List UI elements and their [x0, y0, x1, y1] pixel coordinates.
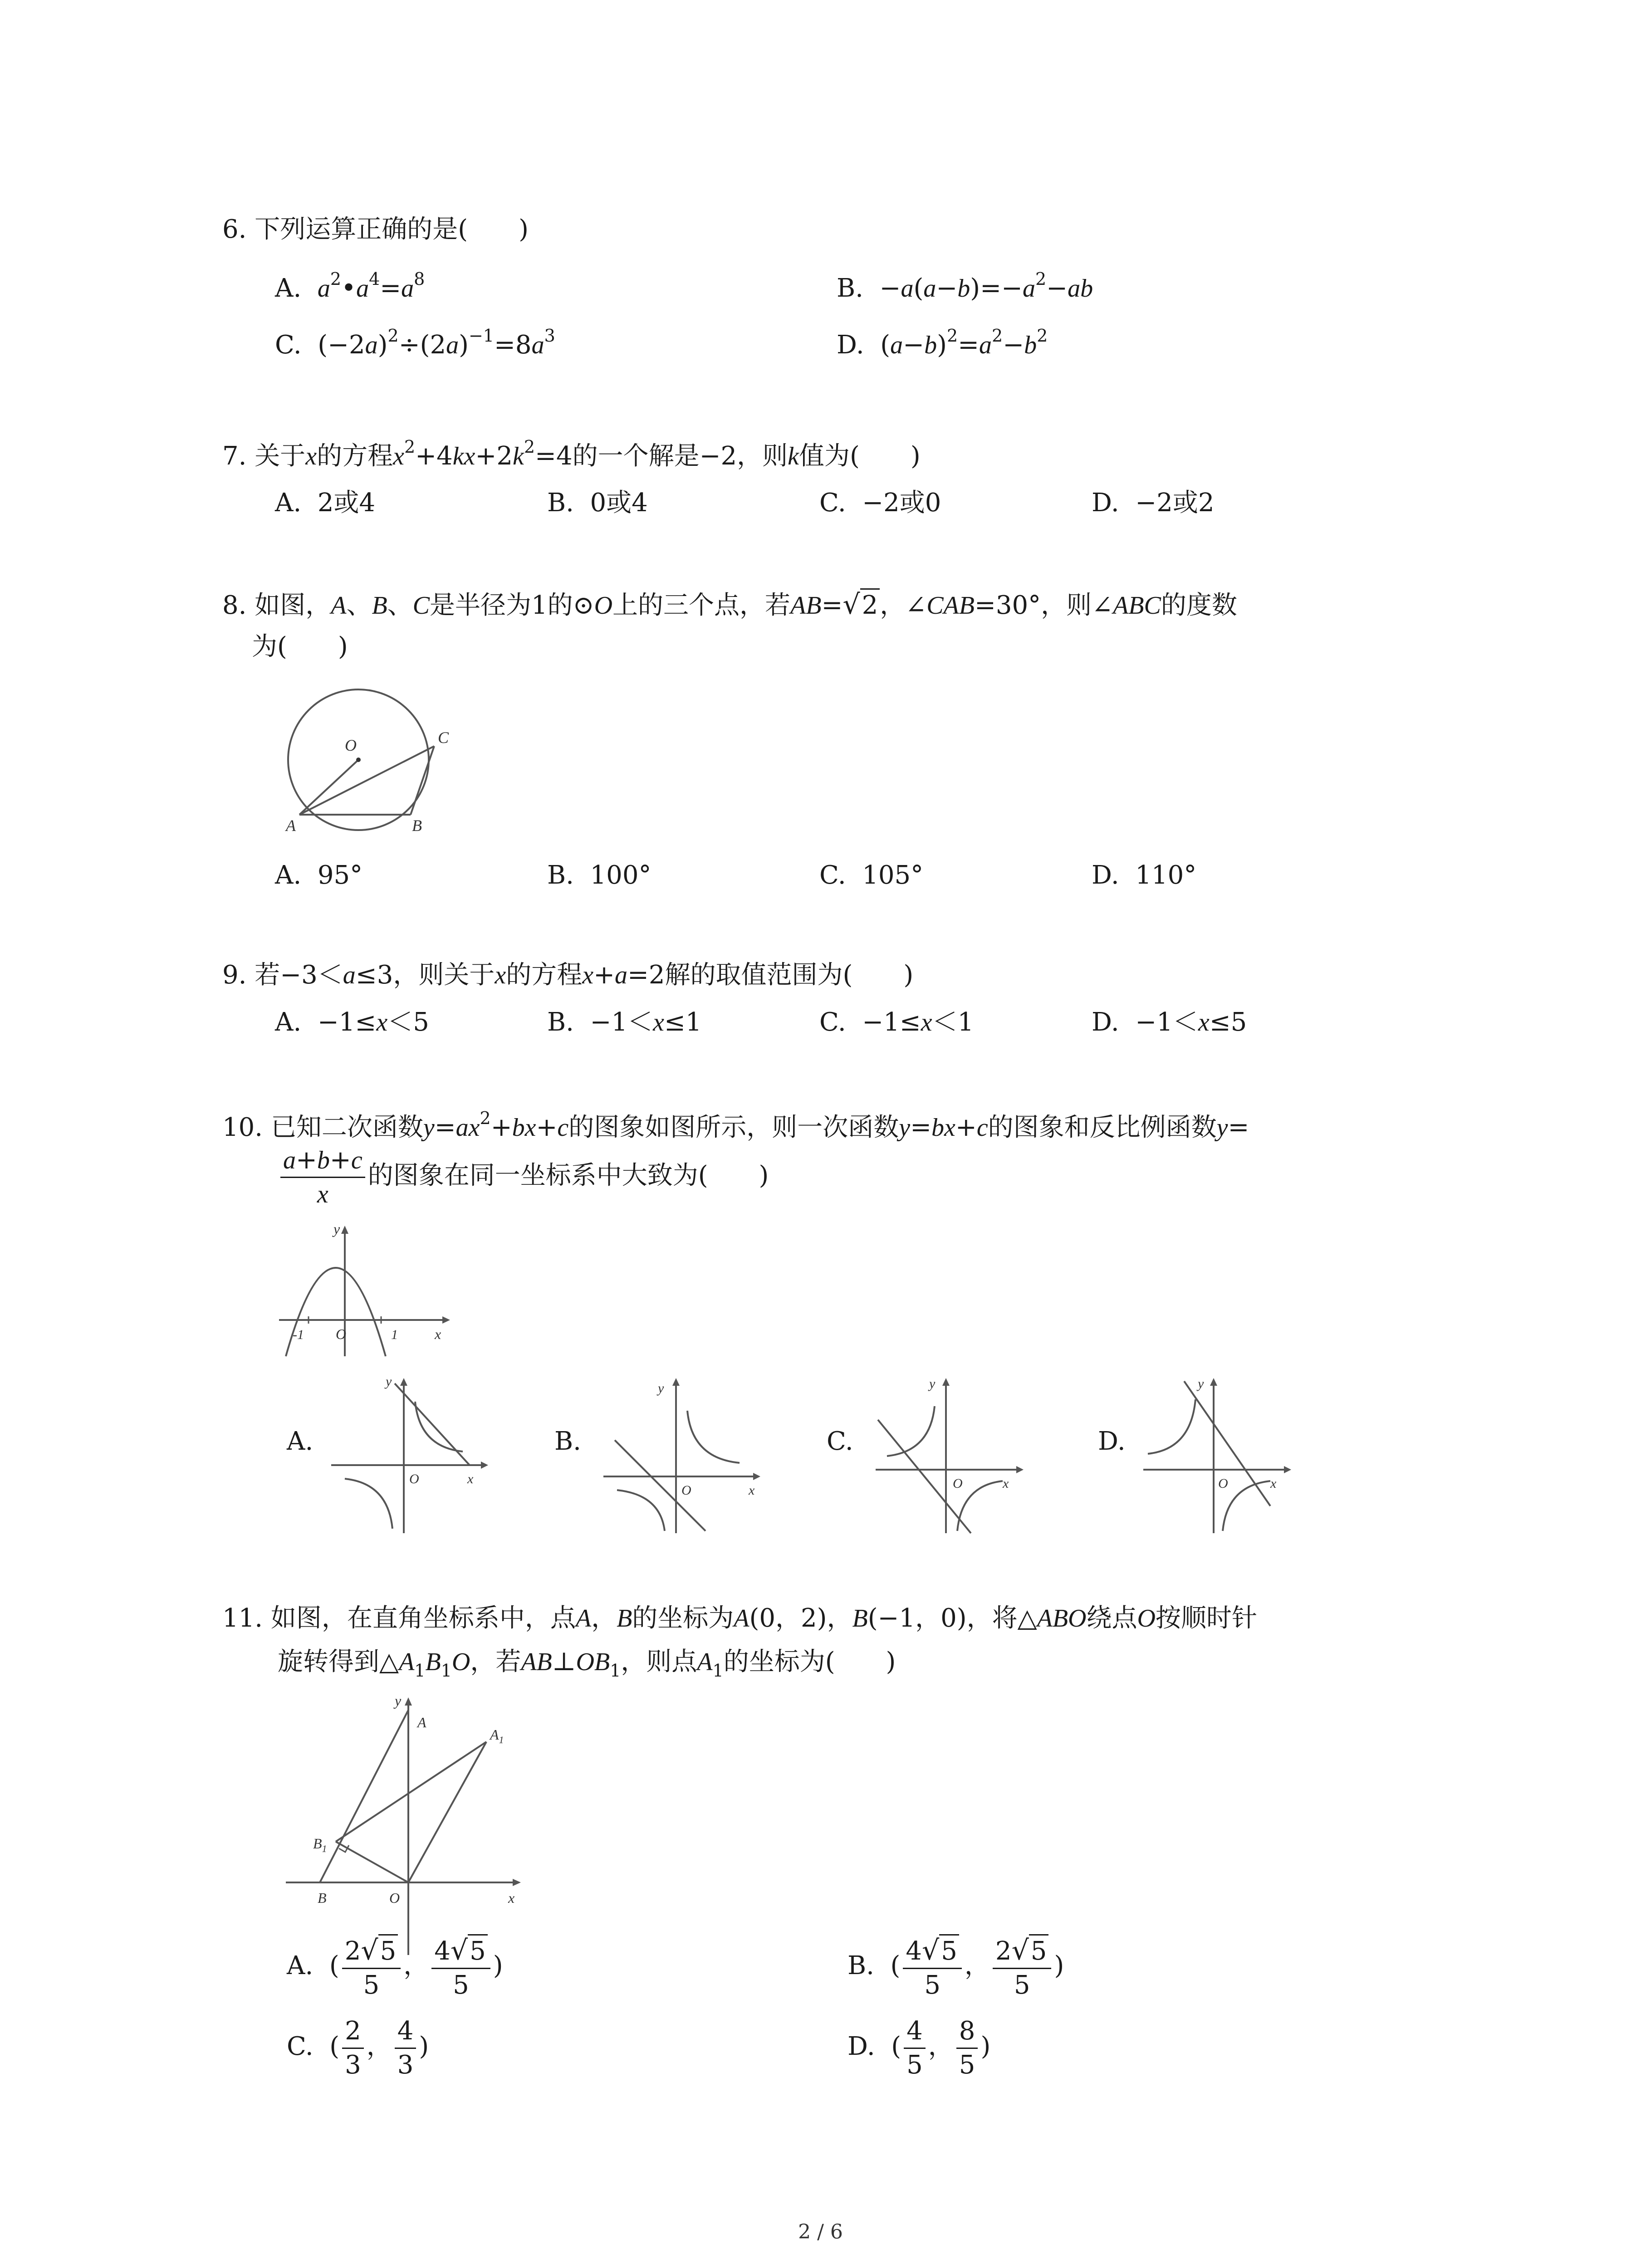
q10-option-c: C. [827, 1427, 853, 1456]
q10c-label-o: O [953, 1476, 963, 1491]
q10d-label-x: x [1270, 1476, 1277, 1491]
q7-option-a: A. 2或4 [275, 488, 376, 518]
q11-label-a1: $A_1$ [490, 1726, 504, 1745]
q9-option-a: A. −1≤x＜5 [275, 1007, 429, 1037]
q10-label-1: 1 [391, 1327, 398, 1342]
q11-option-b: B. ( $\frac{4√5}{5}$ ， $\frac{2√5}{5}$ ) [847, 1935, 1064, 2000]
q11-label-y: y [395, 1692, 402, 1709]
q10-option-a: A. [287, 1427, 314, 1456]
q10b-label-x: x [749, 1483, 755, 1498]
q10-option-c-graph [867, 1374, 1039, 1538]
q10b-label-o: O [681, 1483, 691, 1498]
q6-option-d: D. $(a-b)^2=a^2-b^2$ [837, 326, 1048, 360]
q9-option-b: B. −1＜x≤1 [547, 1007, 702, 1037]
q8-label-c: C [438, 728, 449, 747]
q10-stem-line2: $\frac{a+b+c}{x}$ 的图象在同一坐标系中大致为( ) [278, 1148, 769, 1207]
q7-option-d: D. −2或2 [1092, 488, 1215, 518]
q6-stem: 6. 下列运算正确的是( ) [222, 215, 529, 244]
q6-option-b: B. $-a(a-b)=-a^2-ab$ [837, 269, 1093, 303]
q6-option-c: C. $(-2a)^2\div(2a)^{-1}=8a^3$ [275, 326, 555, 360]
q11-rotation-figure [281, 1692, 535, 1964]
q11-option-d: D. ( $\frac{4}{5}$ ， $\frac{8}{5}$ ) [847, 2016, 991, 2080]
q8-stem-line2: 为( ) [252, 632, 348, 661]
q9-stem: 9. 若−3＜a≤3，则关于x的方程x+a=2解的取值范围为( ) [222, 960, 914, 990]
q11-option-a: A. ( $\frac{2√5}{5}$ ， $\frac{4√5}{5}$ ) [287, 1935, 503, 2000]
q10d-label-o: O [1218, 1476, 1228, 1491]
q8-option-d: D. 110° [1092, 860, 1197, 890]
q10-option-d: D. [1098, 1427, 1126, 1456]
q8-circle-figure [263, 689, 454, 839]
q11-stem-line2: 旋转得到$\triangle A_1B_1O$，若$AB\perp OB_1$，则点$A_1$的坐标为( ) [278, 1647, 896, 1681]
q11-label-b1: $B_1$ [313, 1835, 327, 1854]
q11-label-b: B [318, 1890, 327, 1906]
q10c-label-y: y [929, 1376, 936, 1391]
q10-label-x: x [435, 1326, 441, 1342]
q10-option-b-graph [599, 1374, 771, 1538]
q8-option-b: B. 100° [547, 860, 652, 890]
q10-label-neg1: -1 [293, 1327, 304, 1342]
q8-label-o: O [345, 736, 357, 754]
q10-parabola-figure [272, 1220, 454, 1365]
q9-option-d: D. −1＜x≤5 [1092, 1007, 1247, 1037]
q7-stem: 7. 关于x的方程$x^2+4kx+2k^2=4$的一个解是−2，则k值为( ) [222, 437, 921, 471]
q7-option-c: C. −2或0 [819, 488, 941, 518]
q8-option-a: A. 95° [275, 860, 363, 890]
q8-option-c: C. 105° [819, 860, 924, 890]
q10a-label-o: O [409, 1471, 419, 1486]
q10b-label-y: y [658, 1381, 664, 1396]
q10-option-b: B. [554, 1427, 581, 1456]
q10d-label-y: y [1198, 1376, 1204, 1391]
q10c-label-x: x [1003, 1476, 1009, 1491]
q10-option-d-graph [1134, 1374, 1307, 1538]
q10-fraction: $\frac{a+b+c}{x}$ [280, 1148, 365, 1207]
q9-option-c: C. −1≤x＜1 [819, 1007, 974, 1037]
q11-option-c: C. ( $\frac{2}{3}$ ， $\frac{4}{3}$ ) [287, 2016, 429, 2080]
q8-label-a: A [286, 816, 296, 835]
q6-option-a: A. $a^2•a^4=a^8$ [275, 269, 425, 303]
q10-option-a-graph [327, 1374, 499, 1538]
q11-label-a: A [417, 1714, 426, 1730]
q10a-label-y: y [386, 1374, 392, 1389]
q8-label-b: B [412, 816, 422, 835]
q10-label-y: y [333, 1221, 340, 1237]
q11-stem-line1: 11. 如图，在直角坐标系中，点A，B的坐标为A(0，2)，B(−1，0)，将△ABO绕点O按顺时针 [222, 1603, 1257, 1633]
q10a-label-x: x [467, 1471, 474, 1486]
q7-option-b: B. 0或4 [547, 488, 648, 518]
q10-label-o: O [336, 1326, 347, 1342]
q8-stem-line1: 8. 如图，A、B、C是半径为1的⊙O上的三个点，若AB=√2，∠CAB=30°，则∠ABC的度数 [222, 589, 1237, 621]
q10-stem-line1: 10. 已知二次函数$y=ax^2+bx+c$的图象如图所示，则一次函数y=bx+c的图象和反比例函数y= [222, 1108, 1249, 1142]
page-number: 2 / 6 [798, 2220, 843, 2244]
q11-label-o: O [389, 1890, 400, 1906]
q11-label-x: x [508, 1890, 515, 1906]
